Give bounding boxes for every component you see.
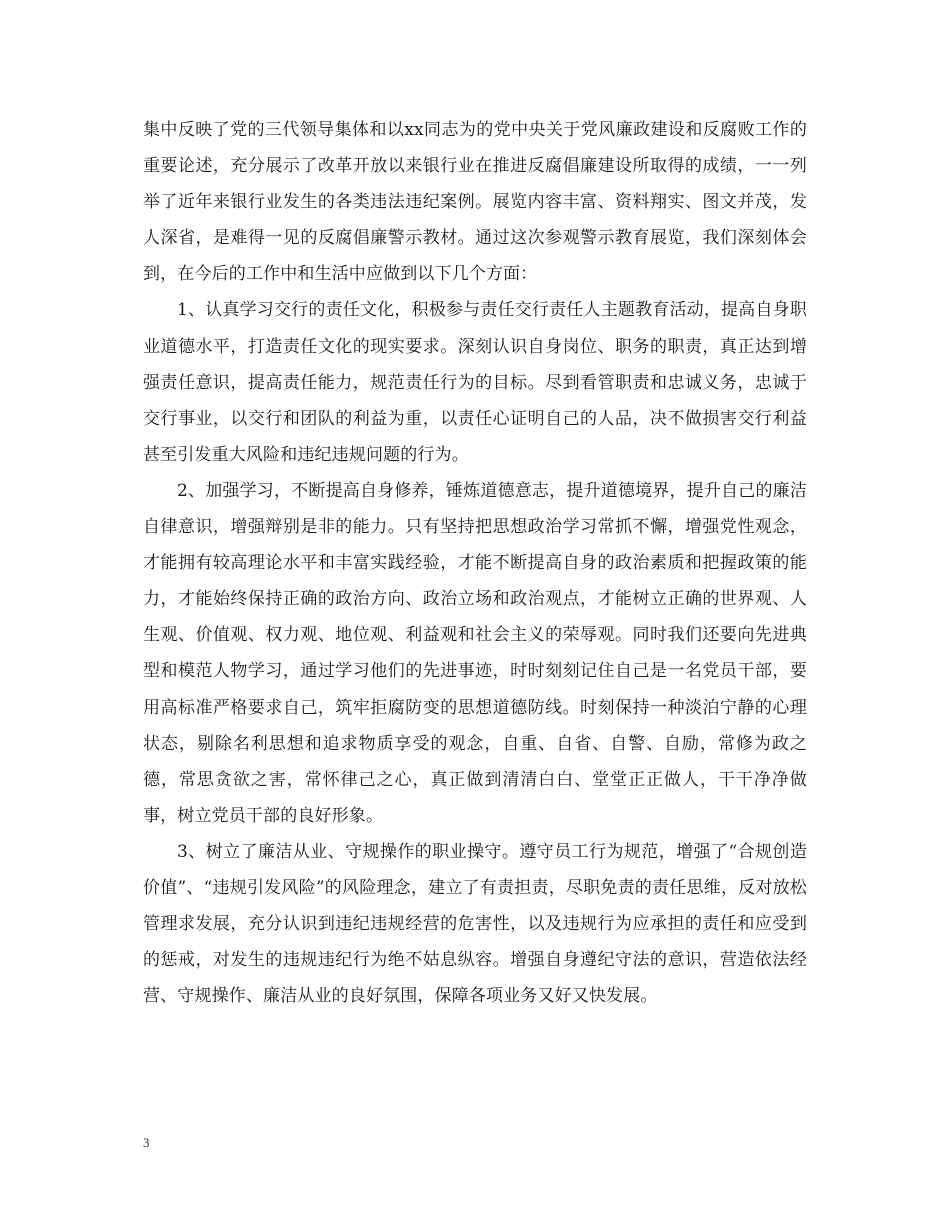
paragraph-point-2: 2、加强学习，不断提高自身修养，锤炼道德意志，提升道德境界，提升自己的廉洁自律意识，增强辩别是非的能力。只有坚持把思想政治学习常抓不懈，增强党性观念，才能拥有较高理论水平和丰富实践经验，才能不断提高自身的政治素质和把握政策的能力，才能始终保持正确的政治方向、政治立场和政治观点，才能树立正确的世界观、人生观、价值观、权力观、地位观、利益观和社会主义的荣辱观。同时我们还要向先进典型和模范人物学习，通过学习他们的先进事迹，时时刻刻记住自己是一名党员干部，要用高标准严格要求自己，筑牢拒腐防变的思想道德防线。时刻保持一种淡泊宁静的心理状态，剔除名利思想和追求物质享受的观念，自重、自省、自警、自励，常修为政之德，常思贪欲之害，常怀律己之心，真正做到清清白白、堂堂正正做人，干干净净做事，树立党员干部的良好形象。	[143, 480, 807, 826]
paragraph-intro: 集中反映了党的三代领导集体和以xx同志为的党中央关于党风廉政建设和反腐败工作的重要论述，充分展示了改革开放以来银行业在推进反腐倡廉建设所取得的成绩，一一列举了近年来银行业发生的各类违法违纪案例。展览内容丰富、资料翔实、图文并茂，发人深省，是难得一见的反腐倡廉警示教材。通过这次参观警示教育展览，我们深刻体会到，在今后的工作中和生活中应做到以下几个方面：	[143, 120, 807, 285]
paragraph-point-3: 3、树立了廉洁从业、守规操作的职业操守。遵守员工行为规范，增强了“合规创造价值”、“违规引发风险”的风险理念，建立了有责担责，尽职免责的责任思维，反对放松管理求发展，充分认识到违纪违规经营的危害性，以及违规行为应承担的责任和应受到的惩戒，对发生的违规违纪行为绝不姑息纵容。增强自身遵纪守法的意识，营造依法经营、守规操作、廉洁从业的良好氛围，保障各项业务又好又快发展。	[143, 841, 807, 1007]
paragraph-point-1: 1、认真学习交行的责任文化，积极参与责任交行责任人主题教育活动，提高自身职业道德水平，打造责任文化的现实要求。深刻认识自身岗位、职务的职责，真正达到增强责任意识，提高责任能力，规范责任行为的目标。尽到看管职责和忠诚义务，忠诚于交行事业，以交行和团队的利益为重，以责任心证明自己的人品，决不做损害交行利益甚至引发重大风险和违纪违规问题的行为。	[143, 300, 807, 465]
document-body	[143, 112, 807, 1014]
page-number: 3	[143, 1135, 150, 1150]
